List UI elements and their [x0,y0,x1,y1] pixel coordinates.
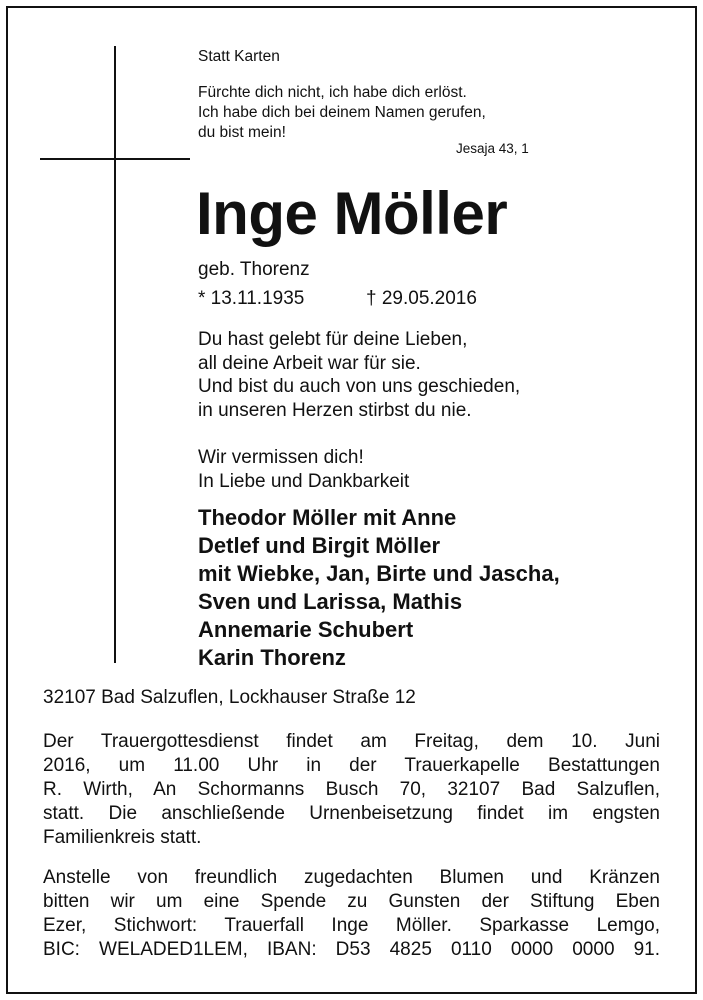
deceased-name: Inge Möller [196,180,508,247]
service-notice [43,730,660,850]
donation-line: Ezer, Stichwort: Trauerfall Inge Möller. Sparkasse Lemgo, [43,915,660,936]
service-line: Der Trauergottesdienst findet am Freitag, dem 10. Juni [43,731,660,752]
service-line: Familienkreis statt. [43,827,202,848]
poem [198,328,520,422]
bible-verse [198,83,486,143]
donation-line: Anstelle von freundlich zugedachten Blumen und Kränzen [43,867,660,888]
verse-line: Fürchte dich nicht, ich habe dich erlöst. [198,84,467,101]
donation-line: BIC: WELADED1LEM, IBAN: D53 4825 0110 0000 0000 91. [43,939,660,960]
mourner-line: Annemarie Schubert [198,617,414,642]
verse-reference: Jesaja 43, 1 [456,141,529,156]
closing-words [198,446,409,493]
mourner-line: mit Wiebke, Jan, Birte und Jascha, [198,561,560,586]
cross-horizontal-bar [40,158,190,160]
statt-karten: Statt Karten [198,48,280,65]
mourner-line: Karin Thorenz [198,645,346,670]
birth-name: geb. Thorenz [198,259,310,280]
poem-line: all deine Arbeit war für sie. [198,352,421,374]
poem-line: Du hast gelebt für deine Lieben, [198,329,468,350]
mourner-line: Sven und Larissa, Mathis [198,589,463,614]
poem-line: in unseren Herzen stirbst du nie. [198,399,472,421]
birth-date: * 13.11.1935 [198,288,305,309]
mourner-line: Theodor Möller mit Anne [198,505,457,530]
cross-vertical-bar [114,46,116,663]
closing-line: In Liebe und Dankbarkeit [198,470,410,492]
mourner-line: Detlef und Birgit Möller [198,533,440,558]
poem-line: Und bist du auch von uns geschieden, [198,376,521,398]
service-line: 2016, um 11.00 Uhr in der Trauerkapelle Bestattungen [43,755,660,776]
service-line: R. Wirth, An Schormanns Busch 70, 32107 Bad Salzuflen, [43,779,660,800]
verse-line: Ich habe dich bei deinem Namen gerufen, [198,104,486,121]
service-line: statt. Die anschließende Urnenbeisetzung findet im engsten [43,803,660,824]
closing-line: Wir vermissen dich! [198,447,364,468]
donation-line: bitten wir um eine Spende zu Gunsten der Stiftung Eben [43,891,660,912]
donation-notice [43,866,660,962]
death-date: † 29.05.2016 [366,288,477,309]
family-address: 32107 Bad Salzuflen, Lockhauser Straße 12 [43,687,416,708]
verse-line: du bist mein! [198,124,286,141]
mourners-list [198,504,560,672]
